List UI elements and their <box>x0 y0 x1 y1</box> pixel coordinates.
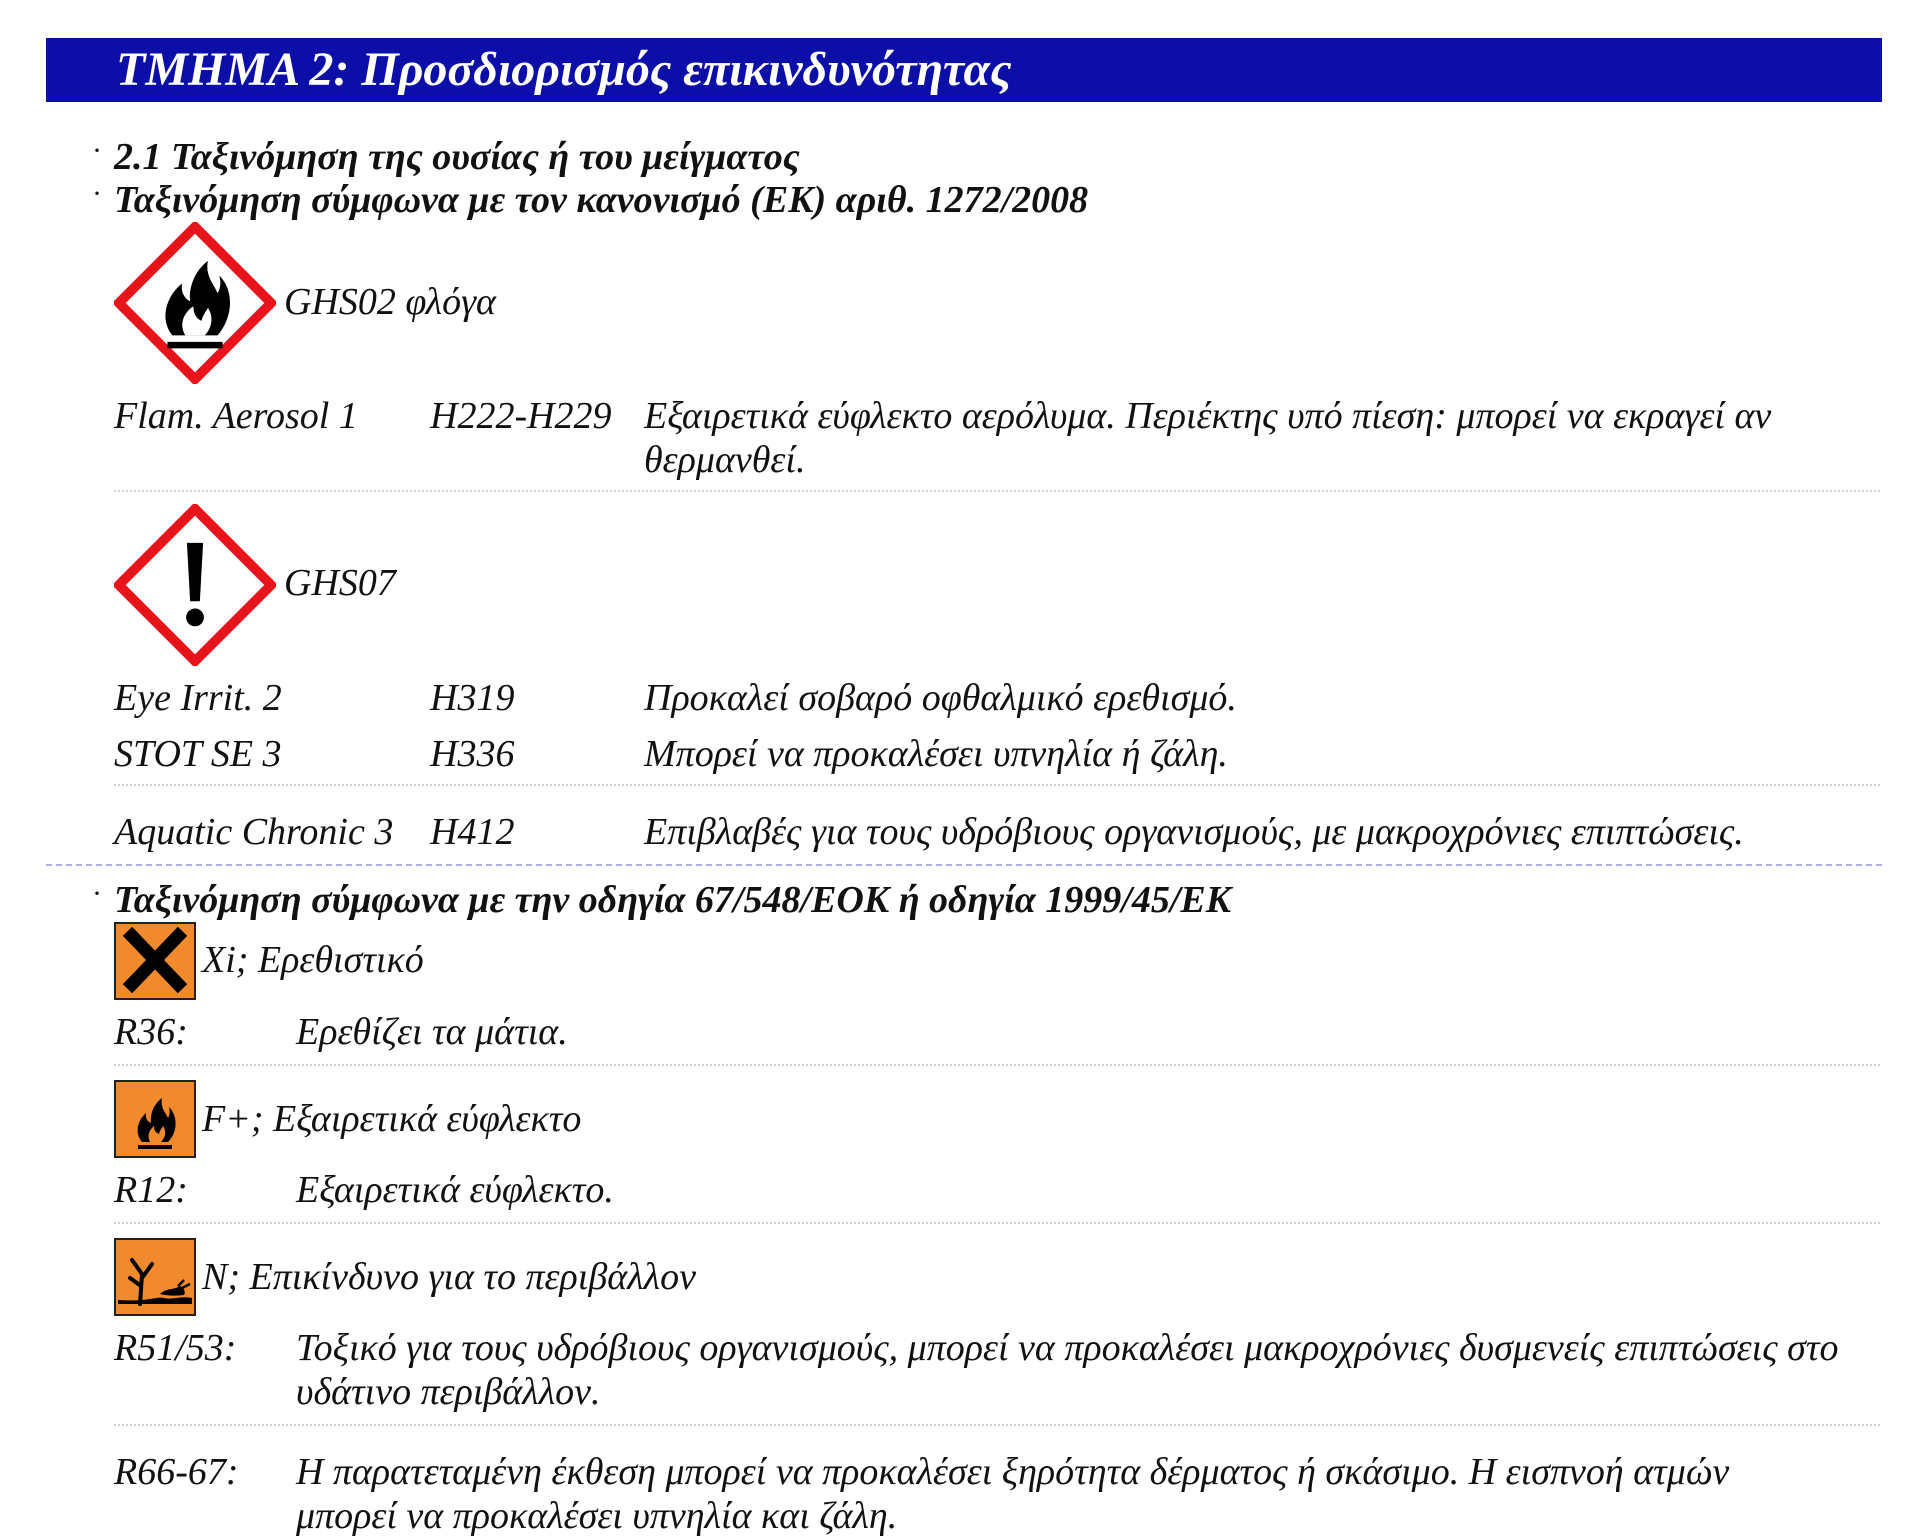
directive-heading-text: Ταξινόμηση σύμφωνα με την οδηγία 67/548/ΕΟΚ ή οδηγία 1999/45/ΕΚ <box>114 879 1232 921</box>
bullet: · <box>92 134 102 167</box>
f-plus-flame-icon <box>114 1080 196 1158</box>
section-title: ΤΜΗΜΑ 2: Προσδιορισμός επικινδυνότητας <box>116 43 1012 96</box>
row-separator <box>114 490 1880 492</box>
hazard-code: H412 <box>430 811 515 853</box>
hazard-code: H336 <box>430 733 515 775</box>
risk-phrase: Η παρατεταμένη έκθεση μπορεί να προκαλέσει ξηρότητα δέρματος ή σκάσιμο. Η εισπνοή ατμών μπορεί να προκαλέσει υπνηλία και ζάλη. <box>296 1451 1730 1537</box>
risk-code: R36: <box>114 1011 188 1053</box>
hazard-class: Eye Irrit. 2 <box>114 677 282 719</box>
row-separator <box>114 1222 1880 1224</box>
ghs07-exclamation-pictogram-icon <box>114 504 276 666</box>
n-environment-icon <box>114 1238 196 1316</box>
hazard-statement: Προκαλεί σοβαρό οφθαλμικό ερεθισμό. <box>644 677 1237 719</box>
hazard-class: Flam. Aerosol 1 <box>114 395 358 437</box>
risk-phrase: Ερεθίζει τα μάτια. <box>296 1011 568 1053</box>
risk-phrase: Τοξικό για τους υδρόβιους οργανισμούς, μπορεί να προκαλέσει μακροχρόνιες δυσμενείς επιπτώσεις στο υδάτινο περιβάλλον. <box>296 1327 1839 1413</box>
hazard-class: STOT SE 3 <box>114 733 282 775</box>
hazard-statement: Εξαιρετικά εύφλεκτο αερόλυμα. Περιέκτης υπό πίεση: μπορεί να εκραγεί αν θερμανθεί. <box>644 395 1772 481</box>
row-separator <box>114 1064 1880 1066</box>
row-separator <box>114 784 1880 786</box>
risk-code: R66-67: <box>114 1451 239 1493</box>
f-plus-label: F+; Εξαιρετικά εύφλεκτο <box>202 1098 582 1140</box>
risk-phrase: Εξαιρετικά εύφλεκτο. <box>296 1169 614 1211</box>
ghs02-label: GHS02 φλόγα <box>284 281 496 323</box>
n-label: N; Επικίνδυνο για το περιβάλλον <box>202 1256 696 1298</box>
bullet: · <box>92 877 102 910</box>
risk-code: R51/53: <box>114 1327 237 1369</box>
ghs07-label: GHS07 <box>284 562 396 604</box>
hazard-code: H222-H229 <box>430 395 612 437</box>
classification-heading-text: 2.1 Ταξινόμηση της ουσίας ή του μείγματος <box>114 136 800 178</box>
xi-label: Xi; Ερεθιστικό <box>202 939 424 981</box>
hazard-class: Aquatic Chronic 3 <box>114 811 394 853</box>
hazard-code: H319 <box>430 677 515 719</box>
section-divider <box>46 864 1882 866</box>
hazard-statement: Μπορεί να προκαλέσει υπνηλία ή ζάλη. <box>644 733 1228 775</box>
ghs02-flame-pictogram-icon <box>114 222 276 384</box>
hazard-statement: Επιβλαβές για τους υδρόβιους οργανισμούς, με μακροχρόνιες επιπτώσεις. <box>644 811 1744 853</box>
row-separator <box>114 1424 1880 1426</box>
bullet: · <box>92 177 102 210</box>
xi-irritant-icon <box>114 922 196 1000</box>
clp-heading-text: Ταξινόμηση σύμφωνα με τον κανονισμό (ΕΚ) αριθ. 1272/2008 <box>114 179 1089 221</box>
risk-code: R12: <box>114 1169 188 1211</box>
